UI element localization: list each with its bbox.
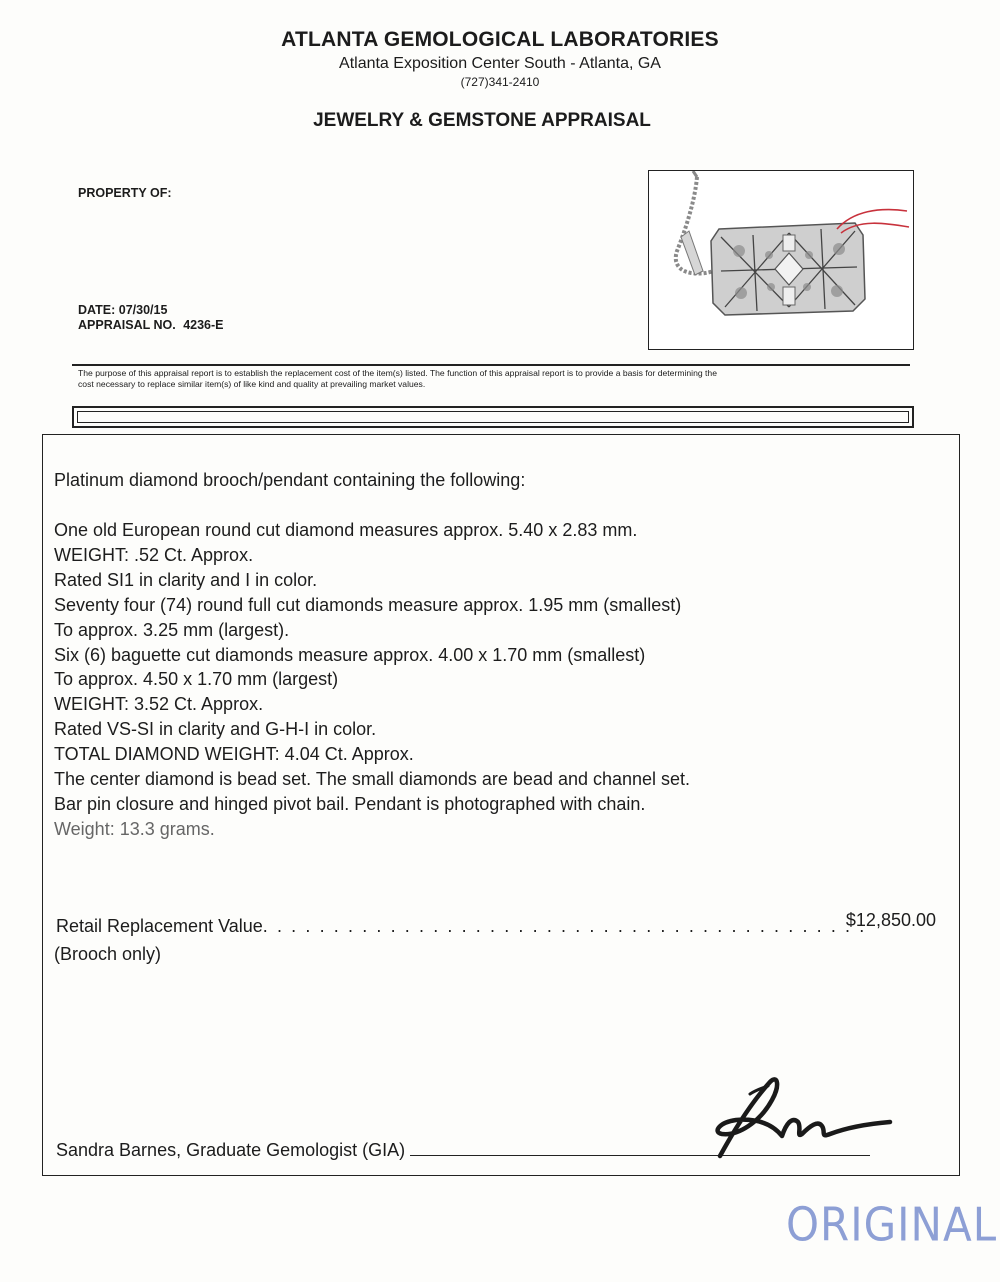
appraisal-number-value: 4236-E xyxy=(183,318,224,332)
lab-name: ATLANTA GEMOLOGICAL LABORATORIES xyxy=(281,28,719,51)
jewelry-photo xyxy=(648,170,914,350)
description-line: WEIGHT: .52 Ct. Approx. xyxy=(54,544,254,565)
divider-rule xyxy=(72,364,910,366)
description-line: Seventy four (74) round full cut diamonds measure approx. 1.95 mm (smallest) xyxy=(54,594,682,615)
appraisal-number-row xyxy=(78,318,224,332)
description-line: WEIGHT: 3.52 Ct. Approx. xyxy=(54,694,264,715)
disclaimer-line-1: The purpose of this appraisal report is to establish the replacement cost of the item(s) listed. The function of this appraisal report is to provide a basis for determining the xyxy=(78,368,717,378)
description-line: Rated SI1 in clarity and I in color. xyxy=(54,569,318,590)
disclaimer-line-2: cost necessary to replace similar item(s) of like kind and quality at prevailing market values. xyxy=(78,379,426,389)
valuation-label: Retail Replacement Value xyxy=(56,916,263,936)
date-row xyxy=(78,303,167,317)
description-line: TOTAL DIAMOND WEIGHT: 4.04 Ct. Approx. xyxy=(54,744,414,765)
valuation-leader-dots: . . . . . . . . . . . . . . . . . . . . . . . . . . . . . . . . . . . . . . . . . . . xyxy=(262,916,867,936)
date-label: DATE: xyxy=(78,303,116,317)
disclaimer xyxy=(78,368,908,390)
handwritten-signature xyxy=(690,1064,900,1164)
valuation-amount: $12,850.00 xyxy=(845,910,936,930)
description-line: Weight: 13.3 grams. xyxy=(54,818,215,839)
appraiser-name: Sandra Barnes, Graduate Gemologist (GIA) xyxy=(56,1140,406,1160)
description-line: Bar pin closure and hinged pivot bail. Pendant is photographed with chain. xyxy=(54,793,646,814)
lab-phone: (727)341-2410 xyxy=(460,75,540,89)
original-stamp: ORIGINAL xyxy=(786,1197,998,1252)
lab-address: Atlanta Exposition Center South - Atlanta, GA xyxy=(339,55,661,72)
description-line: Six (6) baguette cut diamonds measure approx. 4.00 x 1.70 mm (smallest) xyxy=(54,644,646,665)
property-label: PROPERTY OF: xyxy=(78,186,172,200)
description-line: To approx. 4.50 x 1.70 mm (largest) xyxy=(54,669,339,690)
description-intro: Platinum diamond brooch/pendant containing the following: xyxy=(54,470,526,490)
valuation-row xyxy=(56,910,936,937)
description-line: One old European round cut diamond measures approx. 5.40 x 2.83 mm. xyxy=(54,520,638,540)
date-value: 07/30/15 xyxy=(118,303,168,317)
description-details xyxy=(54,518,690,842)
document-title: JEWELRY & GEMSTONE APPRAISAL xyxy=(313,110,651,131)
description-line: To approx. 3.25 mm (largest). xyxy=(54,619,290,640)
brooch-image xyxy=(649,171,913,349)
description-line: Rated VS-SI in clarity and G-H-I in color. xyxy=(54,719,377,740)
valuation-note: (Brooch only) xyxy=(54,944,162,964)
appraisal-number-label: APPRAISAL NO. xyxy=(78,318,176,332)
item-header-box xyxy=(72,406,914,428)
description-line: The center diamond is bead set. The small diamonds are bead and channel set. xyxy=(54,769,691,790)
